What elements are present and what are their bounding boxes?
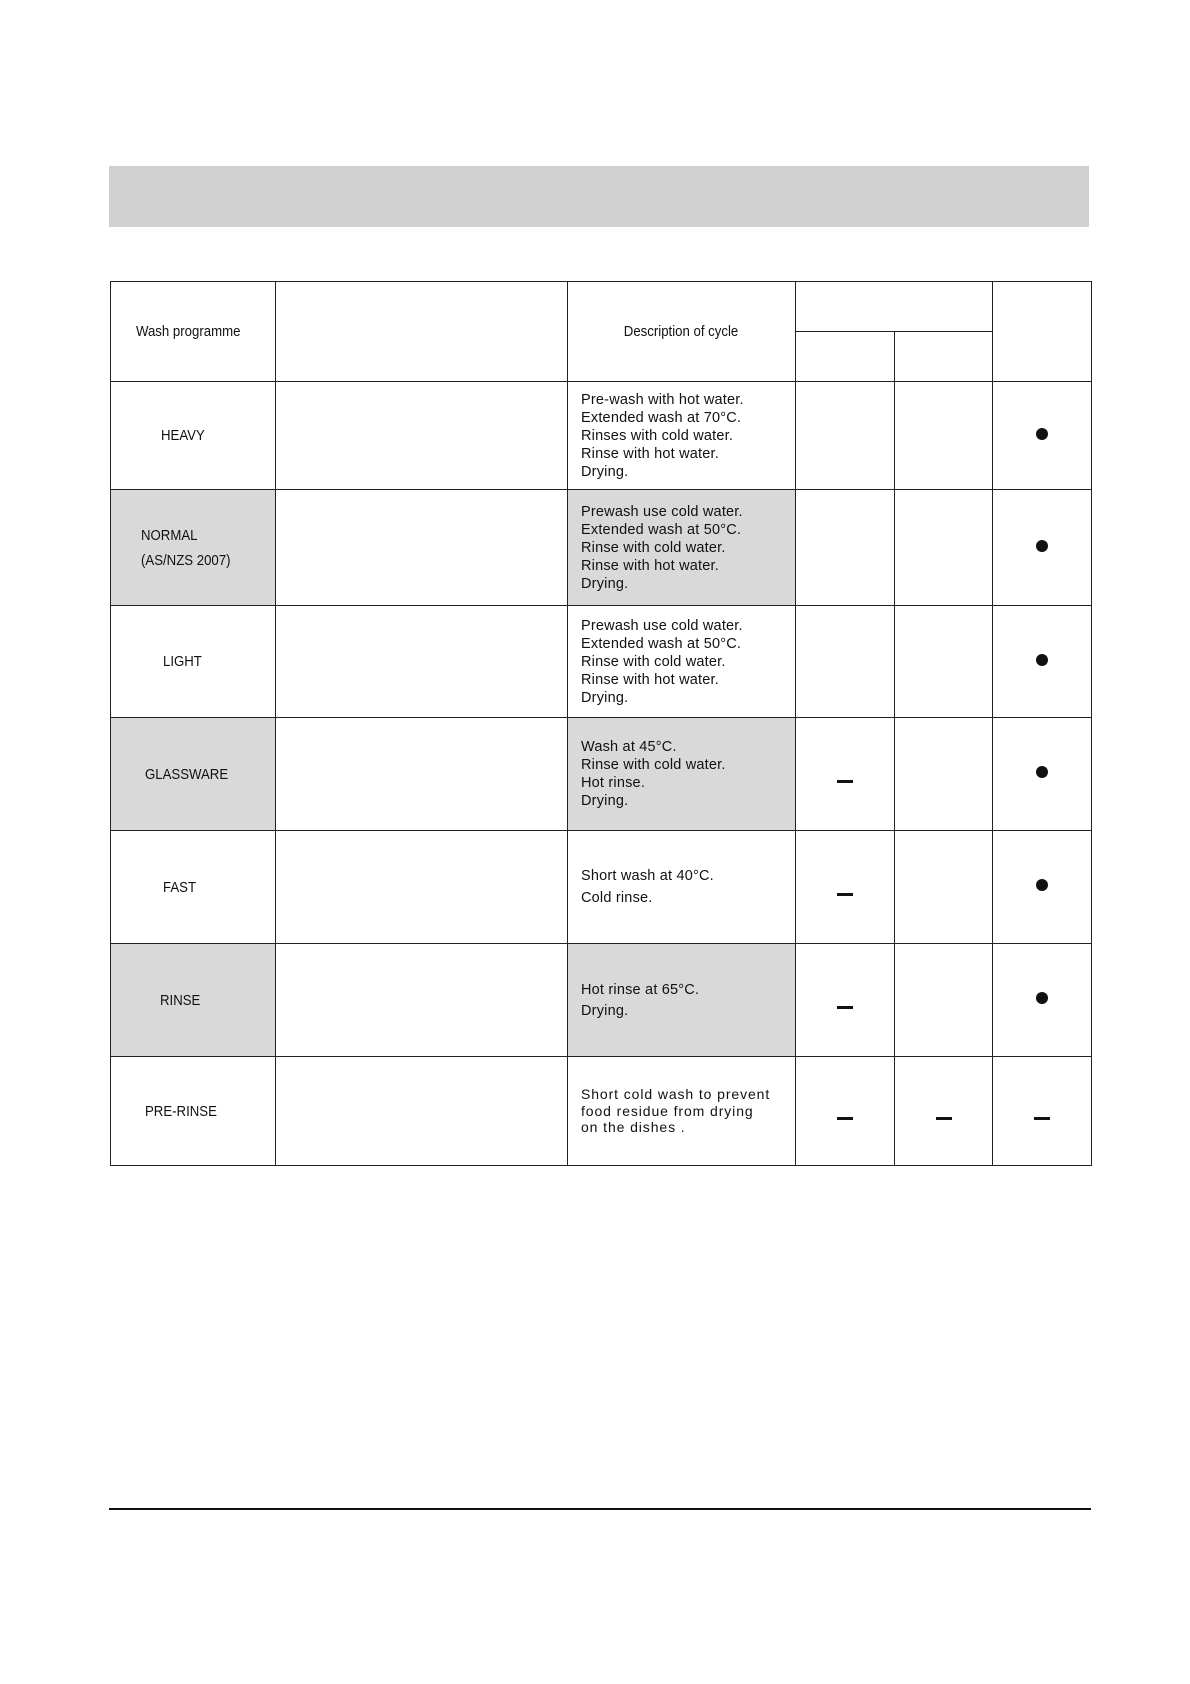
description-cell bbox=[568, 831, 796, 944]
programme-name: RINSE bbox=[160, 991, 201, 1009]
description-line: Short wash at 40°C. bbox=[581, 868, 714, 884]
description-line: Drying. bbox=[581, 575, 629, 592]
description-cell bbox=[568, 944, 796, 1057]
header-description-label: Description of cycle bbox=[624, 322, 739, 340]
dash-icon bbox=[837, 1006, 853, 1009]
dash-icon bbox=[1034, 1117, 1050, 1120]
mark-cell bbox=[796, 831, 895, 944]
programme-name: PRE-RINSE bbox=[145, 1102, 217, 1120]
programme-name: LIGHT bbox=[163, 653, 202, 670]
mark-cell bbox=[796, 944, 895, 1057]
programme-cell bbox=[111, 944, 276, 1057]
header-group-cell bbox=[796, 282, 993, 332]
mark-cell bbox=[796, 382, 895, 490]
description-line: Extended wash at 50°C. bbox=[581, 635, 742, 652]
bullet-dot-icon bbox=[1036, 428, 1048, 440]
bullet-dot-icon bbox=[1036, 766, 1048, 778]
header-blank-column bbox=[276, 282, 568, 382]
header-row bbox=[111, 282, 1092, 332]
programme-name: HEAVY bbox=[161, 427, 205, 444]
description-cell bbox=[568, 490, 796, 606]
header-wash-programme bbox=[111, 282, 276, 382]
header-sub-cell-1 bbox=[796, 332, 895, 382]
programme-cell bbox=[111, 1057, 276, 1166]
mark-cell bbox=[993, 490, 1092, 606]
blank-cell bbox=[276, 944, 568, 1057]
table-row bbox=[111, 1057, 1092, 1166]
table-row bbox=[111, 718, 1092, 831]
bullet-dot-icon bbox=[1036, 654, 1048, 666]
blank-cell bbox=[276, 606, 568, 718]
mark-cell bbox=[895, 490, 993, 606]
bullet-dot-icon bbox=[1036, 540, 1048, 552]
footer-rule bbox=[109, 1508, 1091, 1510]
description-line: Drying. bbox=[581, 689, 629, 706]
wash-programme-table bbox=[110, 281, 1092, 1166]
blank-cell bbox=[276, 382, 568, 490]
table-row bbox=[111, 944, 1092, 1057]
description-cell bbox=[568, 1057, 796, 1166]
description-cell bbox=[568, 606, 796, 718]
programme-name: NORMAL bbox=[141, 526, 198, 544]
mark-cell bbox=[993, 718, 1092, 831]
header-sub-cell-2 bbox=[895, 332, 993, 382]
description-cell bbox=[568, 382, 796, 490]
description-line: Hot rinse at 65°C. bbox=[581, 981, 700, 998]
dash-icon bbox=[837, 893, 853, 896]
description-line: Drying. bbox=[581, 463, 629, 480]
description-line: Hot rinse. bbox=[581, 775, 646, 791]
programme-cell bbox=[111, 831, 276, 944]
programme-cell bbox=[111, 718, 276, 831]
dash-icon bbox=[837, 780, 853, 783]
mark-cell bbox=[895, 382, 993, 490]
table-row bbox=[111, 606, 1092, 718]
description-line: Rinse with hot water. bbox=[581, 445, 719, 462]
description-line: Drying. bbox=[581, 1002, 629, 1019]
blank-cell bbox=[276, 831, 568, 944]
mark-cell bbox=[895, 606, 993, 718]
description-line: Extended wash at 50°C. bbox=[581, 521, 742, 538]
description-line: Prewash use cold water. bbox=[581, 503, 743, 520]
blank-cell bbox=[276, 718, 568, 831]
description-line: Rinse with cold water. bbox=[581, 757, 726, 773]
blank-cell bbox=[276, 490, 568, 606]
mark-cell bbox=[796, 606, 895, 718]
bullet-dot-icon bbox=[1036, 879, 1048, 891]
programme-cell bbox=[111, 490, 276, 606]
description-line: Cold rinse. bbox=[581, 890, 653, 906]
description-line: Short cold wash to prevent food residue from drying on the dishes . bbox=[581, 1086, 771, 1136]
dash-icon bbox=[936, 1117, 952, 1120]
description-line: Rinse with cold water. bbox=[581, 539, 726, 556]
blank-cell bbox=[276, 1057, 568, 1166]
mark-cell bbox=[993, 382, 1092, 490]
description-line: Wash at 45°C. bbox=[581, 739, 677, 755]
table-row bbox=[111, 382, 1092, 490]
header-last-column bbox=[993, 282, 1092, 382]
description-line: Rinse with hot water. bbox=[581, 557, 719, 574]
description-line: Drying. bbox=[581, 793, 629, 809]
mark-cell bbox=[895, 718, 993, 831]
table-row bbox=[111, 831, 1092, 944]
section-title-banner bbox=[109, 166, 1089, 227]
mark-cell bbox=[993, 944, 1092, 1057]
programme-name: (AS/NZS 2007) bbox=[141, 551, 231, 569]
mark-cell bbox=[993, 606, 1092, 718]
mark-cell bbox=[796, 718, 895, 831]
programme-name: FAST bbox=[163, 878, 197, 896]
description-line: Rinses with cold water. bbox=[581, 427, 734, 444]
description-line: Rinse with cold water. bbox=[581, 653, 726, 670]
mark-cell bbox=[796, 1057, 895, 1166]
description-line: Pre-wash with hot water. bbox=[581, 391, 744, 408]
mark-cell bbox=[895, 944, 993, 1057]
mark-cell bbox=[796, 490, 895, 606]
mark-cell bbox=[993, 1057, 1092, 1166]
description-line: Prewash use cold water. bbox=[581, 617, 743, 634]
table-row bbox=[111, 490, 1092, 606]
header-wash-programme-label: Wash programme bbox=[136, 322, 241, 340]
programme-name: GLASSWARE bbox=[145, 765, 229, 783]
dash-icon bbox=[837, 1117, 853, 1120]
header-description bbox=[568, 282, 796, 382]
programme-cell bbox=[111, 606, 276, 718]
description-line: Rinse with hot water. bbox=[581, 671, 719, 688]
mark-cell bbox=[895, 1057, 993, 1166]
mark-cell bbox=[895, 831, 993, 944]
mark-cell bbox=[993, 831, 1092, 944]
bullet-dot-icon bbox=[1036, 992, 1048, 1004]
programme-cell bbox=[111, 382, 276, 490]
description-cell bbox=[568, 718, 796, 831]
description-line: Extended wash at 70°C. bbox=[581, 409, 742, 426]
